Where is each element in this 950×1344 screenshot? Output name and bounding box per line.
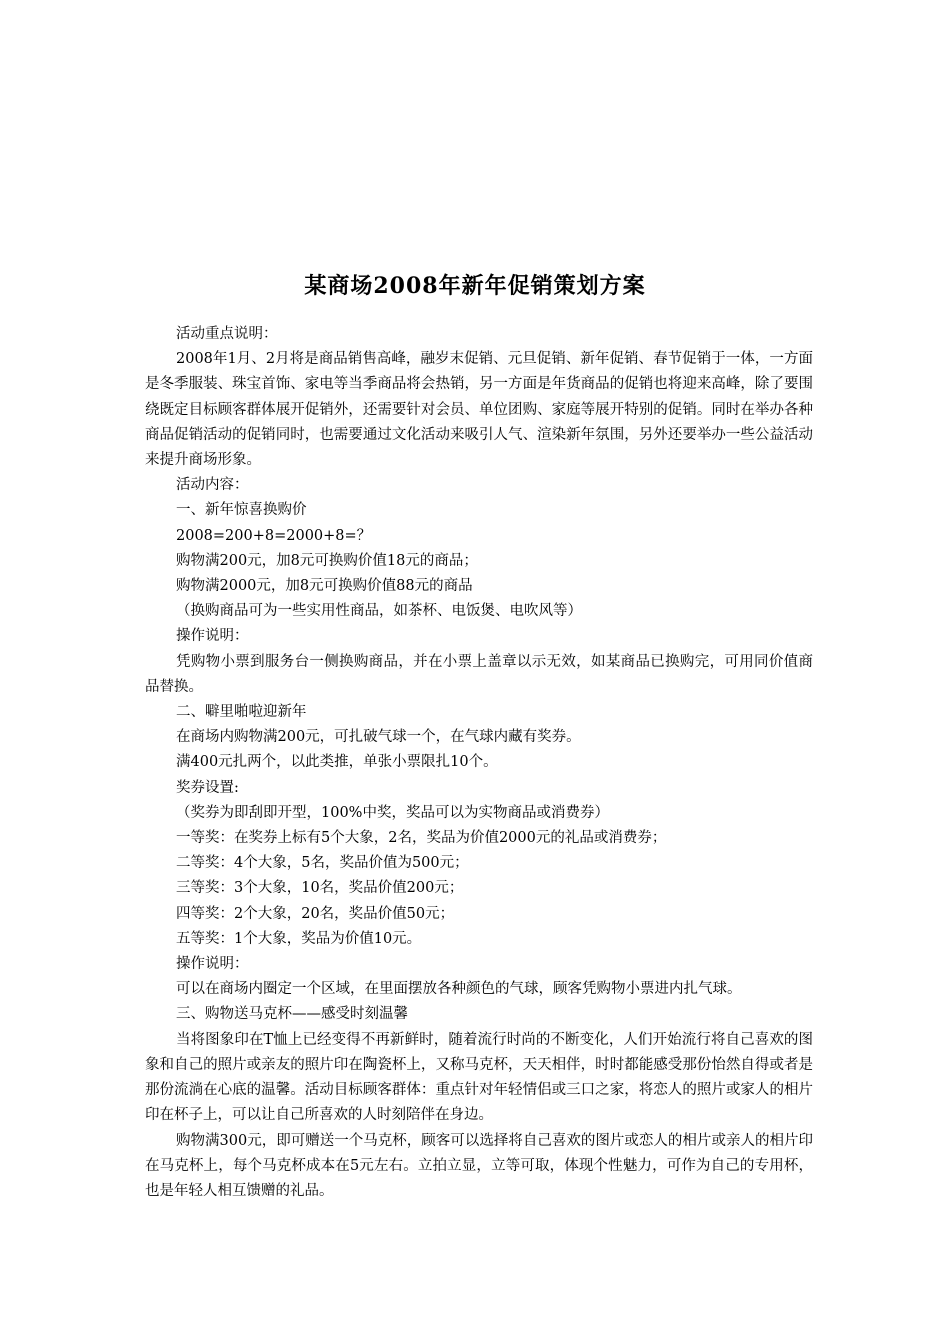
document-paragraph: 操作说明：: [176, 956, 249, 973]
document-paragraph: 五等奖：1个大象，奖品为价值10元。: [176, 930, 422, 947]
document-paragraph: 满400元扎两个，以此类推，单张小票限扎10个。: [176, 754, 498, 771]
document-paragraph: 购物满300元，即可赠送一个马克杯，顾客可以选择将自己喜欢的图片或恋人的相片或亲人的相片印在马克杯上，每个马克杯成本在5元左右。立拍立显，立等可取，体现个性魅力，可作为自己的专用杯，也是年轻人相互馈赠的礼品。: [145, 1132, 813, 1199]
document-paragraph: 奖券设置:: [176, 779, 239, 796]
document-paragraph: 二等奖：4个大象，5名，奖品价值为500元；: [176, 855, 469, 872]
document-paragraph: 四等奖：2个大象，20名，奖品价值50元；: [176, 905, 455, 922]
document-paragraph: 二、噼里啪啦迎新年: [176, 704, 307, 721]
document-title: 某商场2008年新年促销策划方案: [304, 273, 646, 299]
document-paragraph: 活动内容：: [176, 477, 249, 494]
document-paragraph: 购物满200元，加8元可换购价值18元的商品；: [176, 552, 478, 569]
document-paragraph: 一等奖：在奖券上标有5个大象，2名，奖品为价值2000元的礼品或消费券；: [176, 830, 667, 847]
document-paragraph: 可以在商场内圈定一个区域，在里面摆放各种颜色的气球，顾客凭购物小票进内扎气球。: [176, 981, 742, 998]
document-paragraph: 2008年1月、2月将是商品销售高峰，融岁末促销、元旦促销、新年促销、春节促销于一体，一方面是冬季服装、珠宝首饰、家电等当季商品将会热销，另一方面是年货商品的促销也将迎来高峰，除了要围绕既定目标顾客群体展开促销外，还需要针对会员、单位团购、家庭等展开特别的促销。同时在举办各种商品促销活动的促销同时，也需要通过文化活动来吸引人气、渲染新年氛围，另外还要举办一些公益活动来提升商场形象。: [145, 351, 813, 469]
document-paragraph: 2008=200+8=2000+8=？: [176, 527, 372, 544]
document-paragraph: （换购商品可为一些实用性商品，如茶杯、电饭煲、电吹风等）: [176, 603, 582, 620]
document-paragraph: 操作说明：: [176, 628, 249, 645]
document-paragraph: 三等奖：3个大象，10名，奖品价值200元；: [176, 880, 464, 897]
document-paragraph: （奖券为即刮即开型，100%中奖，奖品可以为实物商品或消费券）: [176, 804, 609, 821]
document-paragraph: 当将图象印在T恤上已经变得不再新鲜时，随着流行时尚的不断变化，人们开始流行将自己喜欢的图象和自己的照片或亲友的照片印在陶瓷杯上，又称马克杯，天天相伴，时时都能感受那份怡然自得或者是那份流淌在心底的温馨。活动目标顾客群体：重点针对年轻情侣或三口之家，将恋人的照片或家人的相片印在杯子上，可以让自己所喜欢的人时刻陪伴在身边。: [145, 1031, 813, 1124]
document-paragraph: 购物满2000元，加8元可换购价值88元的商品: [176, 578, 473, 595]
document-paragraph: 在商场内购物满200元，可扎破气球一个，在气球内藏有奖券。: [176, 729, 581, 746]
document-paragraph: 三、购物送马克杯——感受时刻温馨: [176, 1006, 408, 1023]
document-body: [145, 322, 813, 1204]
document-paragraph: 凭购物小票到服务台一侧换购商品，并在小票上盖章以示无效，如某商品已换购完，可用同价值商品替换。: [145, 653, 813, 695]
document-paragraph: 活动重点说明：: [176, 326, 278, 342]
document-paragraph: 一、新年惊喜换购价: [176, 502, 307, 519]
